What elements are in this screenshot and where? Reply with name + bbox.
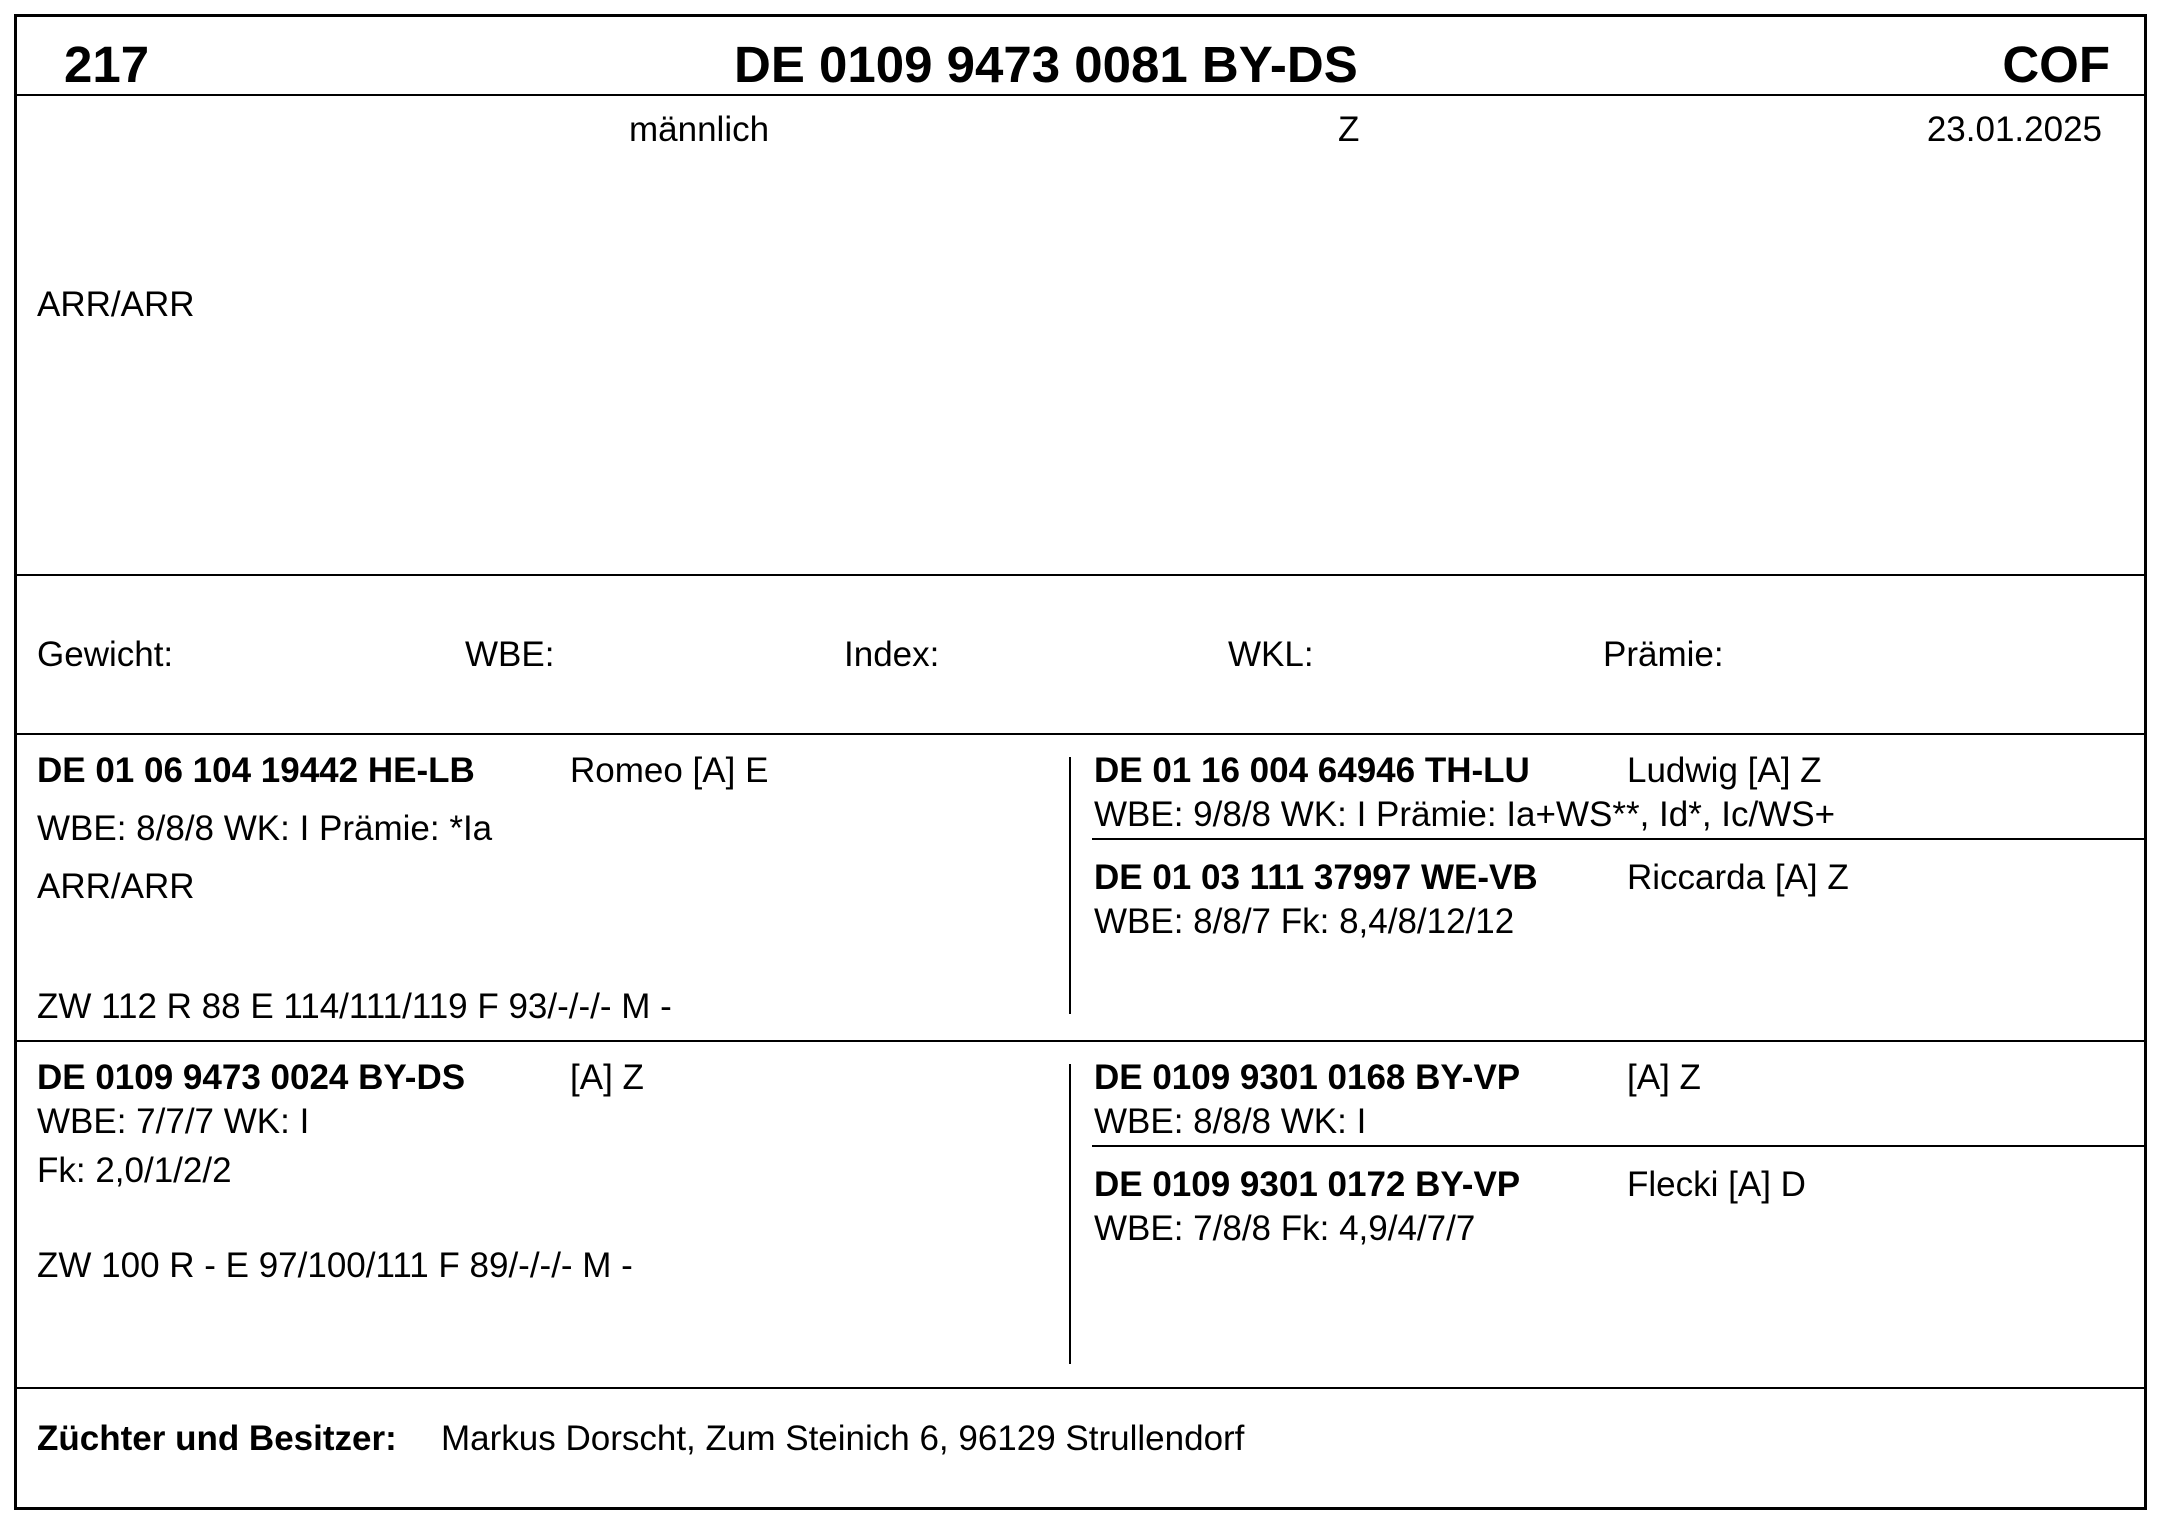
owner-value: Markus Dorscht, Zum Steinich 6, 96129 Strullendorf: [441, 1419, 1245, 1458]
dam-sire-id: DE 0109 9301 0168 BY-VP: [1094, 1058, 1521, 1097]
sire-breeding-values: ZW 112 R 88 E 114/111/119 F 93/-/-/- M -: [37, 987, 672, 1026]
catalog-number: 217: [64, 36, 150, 93]
parents-divider: [17, 1040, 2144, 1042]
sire-dam-id: DE 01 03 111 37997 WE-VB: [1094, 858, 1538, 897]
owner-label: Züchter und Besitzer:: [37, 1419, 397, 1458]
sex: männlich: [629, 110, 770, 149]
info-divider: [17, 574, 2144, 576]
owner-divider: [17, 1387, 2144, 1389]
sire-column-divider: [1069, 757, 1071, 1014]
dam-column-divider: [1069, 1064, 1071, 1364]
sire-grandparents-divider: [1092, 838, 2144, 840]
praemie-label: Prämie:: [1603, 635, 1724, 674]
catalog-card: [14, 14, 2147, 1510]
dam-sire-wbe: WBE: 8/8/8 WK: I: [1094, 1102, 1367, 1141]
sire-sire-name: Ludwig [A] Z: [1627, 751, 1822, 790]
sire-genotype: ARR/ARR: [37, 867, 195, 906]
category: Z: [1338, 110, 1360, 149]
sire-name: Romeo [A] E: [570, 751, 769, 790]
wkl-label: WKL:: [1228, 635, 1314, 674]
sire-sire-wbe: WBE: 9/8/8 WK: I Prämie: Ia+WS**, Id*, Ic/WS+: [1094, 795, 1836, 834]
dam-breeding-values: ZW 100 R - E 97/100/111 F 89/-/-/- M -: [37, 1246, 633, 1285]
animal-id: DE 0109 9473 0081 BY-DS: [734, 36, 1358, 93]
genotype: ARR/ARR: [37, 285, 195, 324]
wbe-label: WBE:: [465, 635, 555, 674]
date: 23.01.2025: [1926, 110, 2102, 149]
dam-sire-name: [A] Z: [1627, 1058, 1701, 1097]
dam-dam-wbe: WBE: 7/8/8 Fk: 4,9/4/7/7: [1094, 1209, 1476, 1248]
breed-code: COF: [2002, 36, 2110, 93]
header-divider: [17, 94, 2144, 96]
sire-wbe: WBE: 8/8/8 WK: I Prämie: *Ia: [37, 809, 493, 848]
dam-fk: Fk: 2,0/1/2/2: [37, 1151, 232, 1190]
dam-wbe: WBE: 7/7/7 WK: I: [37, 1102, 310, 1141]
sire-sire-id: DE 01 16 004 64946 TH-LU: [1094, 751, 1530, 790]
dam-dam-id: DE 0109 9301 0172 BY-VP: [1094, 1165, 1521, 1204]
results-divider: [17, 733, 2144, 735]
weight-label: Gewicht:: [37, 635, 174, 674]
sire-dam-name: Riccarda [A] Z: [1627, 858, 1849, 897]
sire-id: DE 01 06 104 19442 HE-LB: [37, 751, 475, 790]
dam-id: DE 0109 9473 0024 BY-DS: [37, 1058, 466, 1097]
index-label: Index:: [844, 635, 940, 674]
sire-dam-wbe: WBE: 8/8/7 Fk: 8,4/8/12/12: [1094, 902, 1515, 941]
dam-grandparents-divider: [1092, 1145, 2144, 1147]
dam-name: [A] Z: [570, 1058, 644, 1097]
dam-dam-name: Flecki [A] D: [1627, 1165, 1806, 1204]
